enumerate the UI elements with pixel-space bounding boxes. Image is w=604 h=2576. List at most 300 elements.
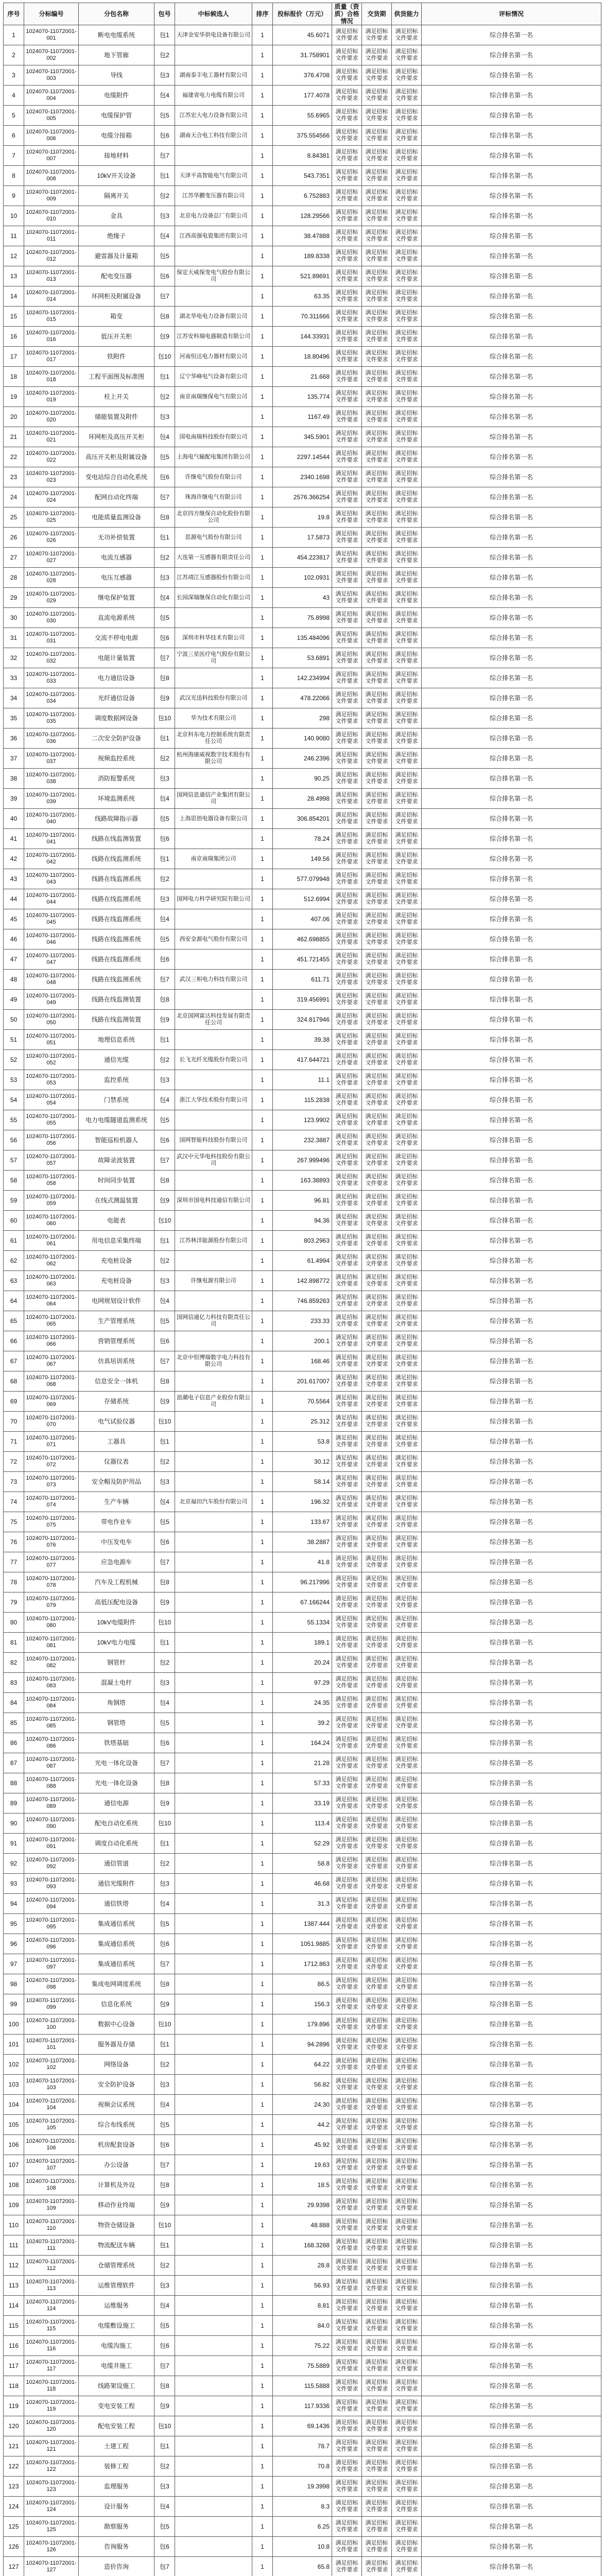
cell-package-name: 调度数据网设备 [79,708,154,728]
cell-supply: 满足招标文件要求 [392,950,422,970]
cell-price: 18.5 [273,2175,332,2195]
cell-no: 25 [4,507,24,528]
cell-package-code: 1024070-11072001-104 [24,2095,79,2115]
cell-price: 96.217996 [273,1572,332,1592]
cell-bag: 包9 [154,1793,175,1814]
cell-no: 61 [4,1231,24,1251]
cell-supply: 满足招标文件要求 [392,2215,422,2235]
cell-qualification: 满足招标文件要求 [332,1110,362,1130]
cell-bag: 包4 [154,909,175,929]
cell-qualification: 满足招标文件要求 [332,2497,362,2517]
cell-delivery: 满足招标文件要求 [362,2075,392,2095]
cell-no: 113 [4,2276,24,2296]
table-row [4,970,601,990]
cell-winner [175,2115,252,2135]
cell-delivery: 满足招标文件要求 [362,628,392,648]
cell-rank: 1 [252,668,273,688]
cell-no: 19 [4,387,24,407]
cell-package-name: 电缆敷设施工 [79,2316,154,2336]
table-row [4,950,601,970]
table-row [4,1613,601,1633]
cell-no: 4 [4,86,24,106]
cell-package-name: 环境监测系统 [79,789,154,809]
cell-rank: 1 [252,307,273,327]
cell-qualification: 满足招标文件要求 [332,809,362,829]
cell-bag: 包4 [154,2095,175,2115]
cell-rank: 1 [252,1412,273,1432]
cell-rank: 1 [252,809,273,829]
cell-package-name: 土建工程 [79,2436,154,2456]
cell-bag: 包1 [154,1834,175,1854]
cell-supply: 满足招标文件要求 [392,2416,422,2436]
cell-bag: 包8 [154,1371,175,1392]
cell-delivery: 满足招标文件要求 [362,1552,392,1572]
table-row [4,2537,601,2557]
cell-price: 19.3998 [273,2477,332,2497]
cell-supply: 满足招标文件要求 [392,1150,422,1171]
cell-supply: 满足招标文件要求 [392,2396,422,2416]
cell-winner [175,2135,252,2155]
cell-rank: 1 [252,1954,273,1974]
cell-rank: 1 [252,728,273,749]
table-row [4,367,601,387]
cell-price: 41.8 [273,1552,332,1572]
cell-delivery: 满足招标文件要求 [362,2376,392,2396]
cell-delivery: 满足招标文件要求 [362,467,392,487]
cell-winner: 国网信息通信产业集团有限公司 [175,789,252,809]
table-row [4,447,601,467]
cell-supply: 满足招标文件要求 [392,1492,422,1512]
cell-bag: 包3 [154,1673,175,1693]
cell-delivery: 满足招标文件要求 [362,1472,392,1492]
cell-qualification: 满足招标文件要求 [332,548,362,568]
cell-bag: 包1 [154,728,175,749]
cell-supply: 满足招标文件要求 [392,1994,422,2014]
table-row [4,1713,601,1733]
cell-price: 163.38893 [273,1171,332,1191]
cell-winner [175,2175,252,2195]
cell-no: 110 [4,2215,24,2235]
cell-price: 128.29566 [273,206,332,226]
cell-price: 38.2887 [273,1532,332,1552]
table-row [4,2155,601,2175]
cell-price: 56.82 [273,2075,332,2095]
cell-bag: 包3 [154,1271,175,1291]
cell-package-name: 营销管理系统 [79,1331,154,1351]
cell-no: 88 [4,1773,24,1793]
cell-bag: 包10 [154,1412,175,1432]
cell-price: 78.24 [273,829,332,849]
table-row [4,648,601,668]
table-row [4,1010,601,1030]
table-row [4,708,601,728]
cell-price: 24.30 [273,2095,332,2115]
cell-package-code: 1024070-11072001-005 [24,106,79,126]
cell-price: 521.89691 [273,266,332,286]
header-evaluation: 评标情况 [422,3,601,25]
table-row [4,1934,601,1954]
cell-supply: 满足招标文件要求 [392,347,422,367]
cell-price: 2340.1698 [273,467,332,487]
cell-price: 200.1 [273,1331,332,1351]
table-row [4,1110,601,1130]
cell-bag: 包3 [154,568,175,588]
cell-no: 93 [4,1874,24,1894]
cell-qualification: 满足招标文件要求 [332,1613,362,1633]
cell-no: 90 [4,1814,24,1834]
cell-qualification: 满足招标文件要求 [332,708,362,728]
cell-supply: 满足招标文件要求 [392,1874,422,1894]
cell-package-name: 移动作业终端 [79,2195,154,2215]
cell-package-name: 高低压配电设备 [79,1592,154,1613]
cell-winner: 许继电气股份有限公司 [175,467,252,487]
cell-package-name: 低压开关柜 [79,327,154,347]
cell-qualification: 满足招标文件要求 [332,1432,362,1452]
table-row [4,1693,601,1713]
cell-winner [175,909,252,929]
cell-bag: 包2 [154,1251,175,1271]
cell-winner [175,1030,252,1050]
cell-package-name: 集成电网调度系统 [79,1974,154,1994]
cell-supply: 满足招标文件要求 [392,286,422,307]
cell-package-code: 1024070-11072001-076 [24,1532,79,1552]
cell-rank: 1 [252,970,273,990]
cell-no: 6 [4,126,24,146]
cell-rank: 1 [252,1291,273,1311]
cell-evaluation: 综合排名第一名 [422,1572,601,1592]
table-row [4,427,601,447]
cell-no: 29 [4,588,24,608]
cell-package-code: 1024070-11072001-107 [24,2155,79,2175]
cell-package-code: 1024070-11072001-110 [24,2215,79,2235]
cell-qualification: 满足招标文件要求 [332,1673,362,1693]
table-row [4,2436,601,2456]
header-no: 序号 [4,3,24,25]
cell-no: 118 [4,2376,24,2396]
cell-no: 58 [4,1171,24,1191]
cell-evaluation: 综合排名第一名 [422,2316,601,2336]
cell-bag: 包6 [154,1934,175,1954]
cell-supply: 满足招标文件要求 [392,507,422,528]
cell-package-code: 1024070-11072001-091 [24,1834,79,1854]
cell-package-name: 线路在线监测系统 [79,889,154,909]
cell-package-code: 1024070-11072001-102 [24,2055,79,2075]
cell-qualification: 满足招标文件要求 [332,507,362,528]
cell-winner: 江苏安科瑞电器制造有限公司 [175,327,252,347]
cell-supply: 满足招标文件要求 [392,447,422,467]
cell-winner [175,829,252,849]
cell-package-code: 1024070-11072001-112 [24,2256,79,2276]
cell-package-name: 电压互感器 [79,568,154,588]
cell-bag: 包8 [154,668,175,688]
cell-no: 46 [4,929,24,950]
cell-winner [175,2296,252,2316]
cell-bag: 包4 [154,226,175,246]
cell-qualification: 满足招标文件要求 [332,1934,362,1954]
cell-winner: 北京四方继保自动化股份有限公司 [175,507,252,528]
cell-qualification: 满足招标文件要求 [332,307,362,327]
cell-supply: 满足招标文件要求 [392,749,422,769]
cell-winner [175,286,252,307]
cell-supply: 满足招标文件要求 [392,2175,422,2195]
table-row [4,186,601,206]
cell-no: 50 [4,1010,24,1030]
table-row [4,849,601,869]
cell-supply: 满足招标文件要求 [392,86,422,106]
cell-price: 19.8 [273,507,332,528]
table-row [4,1954,601,1974]
cell-winner: 天津平高智能电气有限公司 [175,166,252,186]
cell-qualification: 满足招标文件要求 [332,1854,362,1874]
cell-delivery: 满足招标文件要求 [362,829,392,849]
table-row [4,2376,601,2396]
cell-qualification: 满足招标文件要求 [332,1773,362,1793]
cell-price: 177.4078 [273,86,332,106]
cell-winner: 江苏华鹏变压器有限公司 [175,186,252,206]
table-row [4,1834,601,1854]
cell-bag: 包1 [154,528,175,548]
cell-package-code: 1024070-11072001-055 [24,1110,79,1130]
cell-bag: 包8 [154,990,175,1010]
cell-qualification: 满足招标文件要求 [332,1492,362,1512]
cell-delivery: 满足招标文件要求 [362,1974,392,1994]
header-bag: 包号 [154,3,175,25]
cell-package-name: 接地材料 [79,146,154,166]
cell-rank: 1 [252,2557,273,2576]
cell-delivery: 满足招标文件要求 [362,1452,392,1472]
table-row [4,387,601,407]
cell-supply: 满足招标文件要求 [392,266,422,286]
table-row [4,769,601,789]
cell-package-code: 1024070-11072001-074 [24,1492,79,1512]
cell-winner [175,1251,252,1271]
table-row [4,1572,601,1592]
cell-package-code: 1024070-11072001-030 [24,608,79,628]
cell-evaluation: 综合排名第一名 [422,1934,601,1954]
cell-package-code: 1024070-11072001-023 [24,467,79,487]
cell-evaluation: 综合排名第一名 [422,1854,601,1874]
cell-evaluation: 综合排名第一名 [422,809,601,829]
cell-package-code: 1024070-11072001-015 [24,307,79,327]
cell-package-code: 1024070-11072001-054 [24,1090,79,1110]
cell-delivery: 满足招标文件要求 [362,889,392,909]
cell-evaluation: 综合排名第一名 [422,1673,601,1693]
cell-price: 142.898772 [273,1271,332,1291]
cell-winner [175,2195,252,2215]
cell-price: 63.35 [273,286,332,307]
cell-delivery: 满足招标文件要求 [362,1894,392,1914]
cell-winner [175,45,252,65]
cell-bag: 包10 [154,1211,175,1231]
cell-supply: 满足招标文件要求 [392,1171,422,1191]
cell-delivery: 满足招标文件要求 [362,106,392,126]
cell-bag: 包9 [154,1994,175,2014]
cell-evaluation: 综合排名第一名 [422,1834,601,1854]
table-row [4,588,601,608]
cell-qualification: 满足招标文件要求 [332,2456,362,2477]
cell-delivery: 满足招标文件要求 [362,246,392,266]
cell-package-name: 生产车辆 [79,1492,154,1512]
cell-no: 94 [4,1894,24,1914]
cell-evaluation: 综合排名第一名 [422,2517,601,2537]
table-row [4,1793,601,1814]
cell-package-code: 1024070-11072001-097 [24,1954,79,1974]
cell-rank: 1 [252,206,273,226]
cell-bag: 包8 [154,1572,175,1592]
cell-package-code: 1024070-11072001-031 [24,628,79,648]
cell-package-code: 1024070-11072001-064 [24,1291,79,1311]
table-row [4,1331,601,1351]
cell-qualification: 满足招标文件要求 [332,2035,362,2055]
cell-rank: 1 [252,1351,273,1371]
cell-package-code: 1024070-11072001-121 [24,2436,79,2456]
cell-no: 40 [4,809,24,829]
header-package-code: 分标编号 [24,3,79,25]
cell-package-code: 1024070-11072001-080 [24,1613,79,1633]
cell-bag: 包7 [154,2356,175,2376]
cell-bag: 包5 [154,809,175,829]
header-supply: 供货能力 [392,3,422,25]
cell-delivery: 满足招标文件要求 [362,1793,392,1814]
cell-rank: 1 [252,1452,273,1472]
cell-package-name: 工器具 [79,1432,154,1452]
cell-package-code: 1024070-11072001-063 [24,1271,79,1291]
cell-delivery: 满足招标文件要求 [362,2155,392,2175]
cell-supply: 满足招标文件要求 [392,1251,422,1271]
cell-evaluation: 综合排名第一名 [422,708,601,728]
cell-evaluation: 综合排名第一名 [422,347,601,367]
cell-price: 21.28 [273,1753,332,1773]
cell-rank: 1 [252,2175,273,2195]
cell-bag: 包5 [154,246,175,266]
header-price: 投标报价（万元） [273,3,332,25]
cell-delivery: 满足招标文件要求 [362,1753,392,1773]
cell-supply: 满足招标文件要求 [392,2376,422,2396]
cell-package-code: 1024070-11072001-082 [24,1653,79,1673]
cell-winner [175,2316,252,2336]
cell-bag: 包3 [154,2276,175,2296]
cell-evaluation: 综合排名第一名 [422,648,601,668]
cell-evaluation: 综合排名第一名 [422,2135,601,2155]
table-row [4,1492,601,1512]
cell-price: 298 [273,708,332,728]
cell-supply: 满足招标文件要求 [392,2296,422,2316]
cell-delivery: 满足招标文件要求 [362,487,392,507]
cell-rank: 1 [252,65,273,86]
cell-delivery: 满足招标文件要求 [362,126,392,146]
cell-supply: 满足招标文件要求 [392,1894,422,1914]
cell-rank: 1 [252,407,273,427]
cell-supply: 满足招标文件要求 [392,2436,422,2456]
cell-no: 99 [4,1994,24,2014]
cell-bag: 包6 [154,126,175,146]
cell-evaluation: 综合排名第一名 [422,789,601,809]
cell-delivery: 满足招标文件要求 [362,990,392,1010]
cell-delivery: 满足招标文件要求 [362,1130,392,1150]
cell-package-code: 1024070-11072001-059 [24,1191,79,1211]
cell-package-code: 1024070-11072001-052 [24,1050,79,1070]
cell-package-code: 1024070-11072001-099 [24,1994,79,2014]
cell-package-name: 在线式测温装置 [79,1191,154,1211]
cell-qualification: 满足招标文件要求 [332,327,362,347]
cell-winner [175,2276,252,2296]
table-row [4,2215,601,2235]
cell-package-code: 1024070-11072001-009 [24,186,79,206]
cell-bag: 包7 [154,2557,175,2576]
cell-no: 74 [4,1492,24,1512]
cell-no: 82 [4,1653,24,1673]
cell-rank: 1 [252,2296,273,2316]
cell-winner: 国电南瑞科技股份有限公司 [175,427,252,447]
cell-supply: 满足招标文件要求 [392,829,422,849]
cell-bag: 包3 [154,65,175,86]
cell-winner: 宁波三星医疗电气股份有限公司 [175,648,252,668]
cell-package-code: 1024070-11072001-029 [24,588,79,608]
cell-evaluation: 综合排名第一名 [422,2095,601,2115]
cell-price: 113.4 [273,1814,332,1834]
cell-evaluation: 综合排名第一名 [422,2416,601,2436]
cell-price: 454.223817 [273,548,332,568]
cell-bag: 包5 [154,929,175,950]
cell-qualification: 满足招标文件要求 [332,889,362,909]
cell-package-code: 1024070-11072001-126 [24,2537,79,2557]
cell-no: 67 [4,1351,24,1371]
cell-package-name: 电网规划设计软件 [79,1291,154,1311]
cell-bag: 包6 [154,1331,175,1351]
cell-qualification: 满足招标文件要求 [332,1452,362,1472]
cell-bag: 包3 [154,1874,175,1894]
cell-evaluation: 综合排名第一名 [422,1492,601,1512]
cell-delivery: 满足招标文件要求 [362,2195,392,2215]
cell-package-name: 电力电缆隧道监测系统 [79,1110,154,1130]
cell-rank: 1 [252,186,273,206]
cell-winner [175,1894,252,1914]
cell-no: 9 [4,186,24,206]
cell-evaluation: 综合排名第一名 [422,126,601,146]
cell-evaluation: 综合排名第一名 [422,1191,601,1211]
cell-delivery: 满足招标文件要求 [362,1713,392,1733]
cell-rank: 1 [252,146,273,166]
cell-package-name: 办公设备 [79,2155,154,2175]
cell-rank: 1 [252,347,273,367]
cell-qualification: 满足招标文件要求 [332,648,362,668]
cell-qualification: 满足招标文件要求 [332,1371,362,1392]
cell-qualification: 满足招标文件要求 [332,849,362,869]
cell-bag: 包4 [154,1492,175,1512]
cell-package-name: 10kV电力电缆 [79,1633,154,1653]
cell-package-name: 线路在线监测装置 [79,829,154,849]
cell-supply: 满足招标文件要求 [392,2095,422,2115]
cell-evaluation: 综合排名第一名 [422,1351,601,1371]
cell-winner [175,1874,252,1894]
cell-qualification: 满足招标文件要求 [332,1974,362,1994]
cell-package-name: 工程平面图及标准图 [79,367,154,387]
cell-no: 57 [4,1150,24,1171]
cell-price: 133.67 [273,1512,332,1532]
cell-package-name: 柱上开关 [79,387,154,407]
cell-evaluation: 综合排名第一名 [422,829,601,849]
cell-evaluation: 综合排名第一名 [422,1552,601,1572]
cell-no: 1 [4,25,24,45]
cell-package-name: 配网自动化终端 [79,487,154,507]
cell-rank: 1 [252,1713,273,1733]
cell-no: 125 [4,2517,24,2537]
cell-supply: 满足招标文件要求 [392,1552,422,1572]
cell-qualification: 满足招标文件要求 [332,186,362,206]
cell-winner: 武汉三相电力科技有限公司 [175,970,252,990]
cell-winner: 长园深瑞继保自动化有限公司 [175,588,252,608]
cell-package-code: 1024070-11072001-093 [24,1874,79,1894]
